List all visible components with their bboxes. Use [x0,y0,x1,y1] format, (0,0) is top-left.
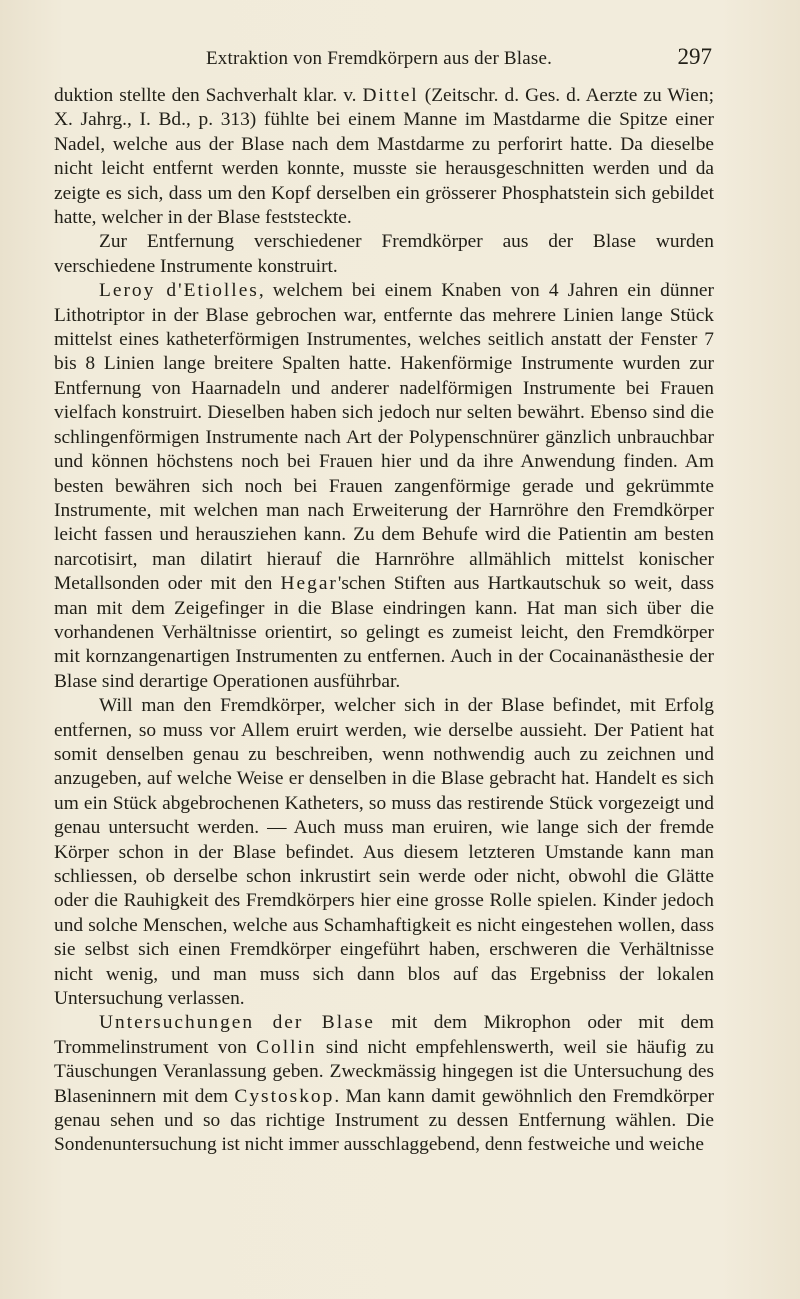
text-segment: . Man kann damit gewöhnlich den Fremdkörper genau sehen und so das richtige Instrument zu dessen Entfernung wählen. Die Sondenuntersuchung ist nicht immer ausschlaggebend, denn festweiche und weiche [54,1085,714,1156]
text-segment: sind nicht empfehlenswerth, weil sie häufig zu Täuschungen Veranlassung geben. Zweckmässig hingegen ist die Untersuchung des Blaseninnern mit dem [54,1036,715,1107]
spaced-name: Collin [256,1036,317,1058]
text-segment: Zur Entfernung verschiedener Fremdkörper aus der Blase wurden verschiedene Instrumente konstruirt. [54,231,714,277]
spaced-name: Untersuchungen der Blase [99,1012,375,1034]
text-segment: (Zeitschr. d. Ges. d. Aerzte zu Wien; X. Jahrg., I. Bd., p. 313) fühlte bei einem Manne im Mastdarme die Spitze einer Nadel, welche aus der Blase nach dem Mastdarme zu perforirt hatte. Da dieselbe nicht leicht entfernt werden konnte, musste sie herausgeschnitten werden und da zeigte es sich, dass um den Kopf derselben ein grösserer Phosphatstein sich gebildet hatte, welcher in der Blase feststeckte. [54,85,714,229]
text-segment: Will man den Fremdkörper, welcher sich in der Blase befindet, mit Erfolg entfernen, so muss vor Allem eruirt werden, wie derselbe aussieht. Der Patient hat somit denselben genau zu beschreiben, wenn nothwendig auch zu zeichnen und anzugeben, auf welche Weise er denselben in die Blase gebracht hat. Handelt es sich um ein Stück abgebrochenen Katheters, so muss das restirende Stück vorgezeigt und genau untersucht werden. — Auch muss man eruiren, wie lange sich der fremde Körper schon in der Blase befindet. Aus diesem letzteren Umstande kann man schliessen, ob derselbe schon inkrustirt sein werde oder nicht, obwohl die Glätte oder die Rauhigkeit des Fremdkörpers hier eine grosse Rolle spielen. Kinder jedoch und solche Menschen, welche aus Schamhaftigkeit es nicht eingestehen wollen, dass sie selbst sich einen Fremdkörper eingeführt haben, erschweren die Verhältnisse nicht wenig, und man muss sich dann blos auf das Ergebniss der lokalen Untersuchung verlassen. [54,695,714,1010]
paragraph-1 [54,84,714,230]
text-segment: , welchem bei einem Knaben von 4 Jahren ein dünner Lithotriptor in der Blase gebrochen war, entfernte das mehrere Linien lange Stück mittelst eines katheterförmigen Instrumentes, welches seitlich anstatt der Fenster 7 bis 8 Linien lange breitere Spalten hatte. Hakenförmige Instrumente wurden zur Entfernung von Haarnadeln und anderer nadelförmigen Instrumente bei Frauen vielfach konstruirt. Dieselben haben sich jedoch nur selten bewährt. Ebenso sind die schlingenförmigen Instrumente nach Art der Polypenschnürer gänzlich unbrauchbar und können höchstens noch bei Frauen hier und da ihre Anwendung finden. Am besten bewähren sich noch bei Frauen zangenförmige gerade und gekrümmte Instrumente, mit welchen man nach Erweiterung der Harnröhre den Fremdkörper leicht fassen und herausziehen kann. Zu dem Behufe wird die Patientin am besten narcotisirt, man dilatirt hierauf die Harnröhre allmählich mittelst konischer Metallsonden oder mit den [54,280,714,595]
paragraph-2 [54,230,714,279]
page-number: 297 [677,44,712,69]
paragraph-3 [54,279,714,694]
running-title: Extraktion von Fremdkörpern aus der Blase. [206,48,553,69]
spaced-name: Dittel [362,85,419,106]
spaced-name: Leroy d'Etiolles [99,280,259,302]
spaced-name: Cystoskop [234,1085,335,1107]
paragraph-5 [54,1011,714,1157]
text-segment: mit dem Mikrophon oder mit dem Trommelinstrument von [54,1012,714,1058]
paragraph-4 [54,694,714,1011]
spaced-name: Hegar [280,573,338,595]
body-text [54,84,714,1158]
text-segment: 'schen Stiften aus Hartkautschuk so weit, dass man mit dem Zeigefinger in die Blase eindringen kann. Hat man sich über die vorhandenen Verhältnisse orientirt, so gelingt es zumeist leicht, den Fremdkörper mit kornzangenartigen Instrumenten zu entfernen. Auch in der Cocainanästhesie der Blase sind derartige Operationen ausführbar. [54,573,715,692]
page-header [54,44,712,78]
text-segment: duktion stellte den Sachverhalt klar. v. [54,85,363,106]
